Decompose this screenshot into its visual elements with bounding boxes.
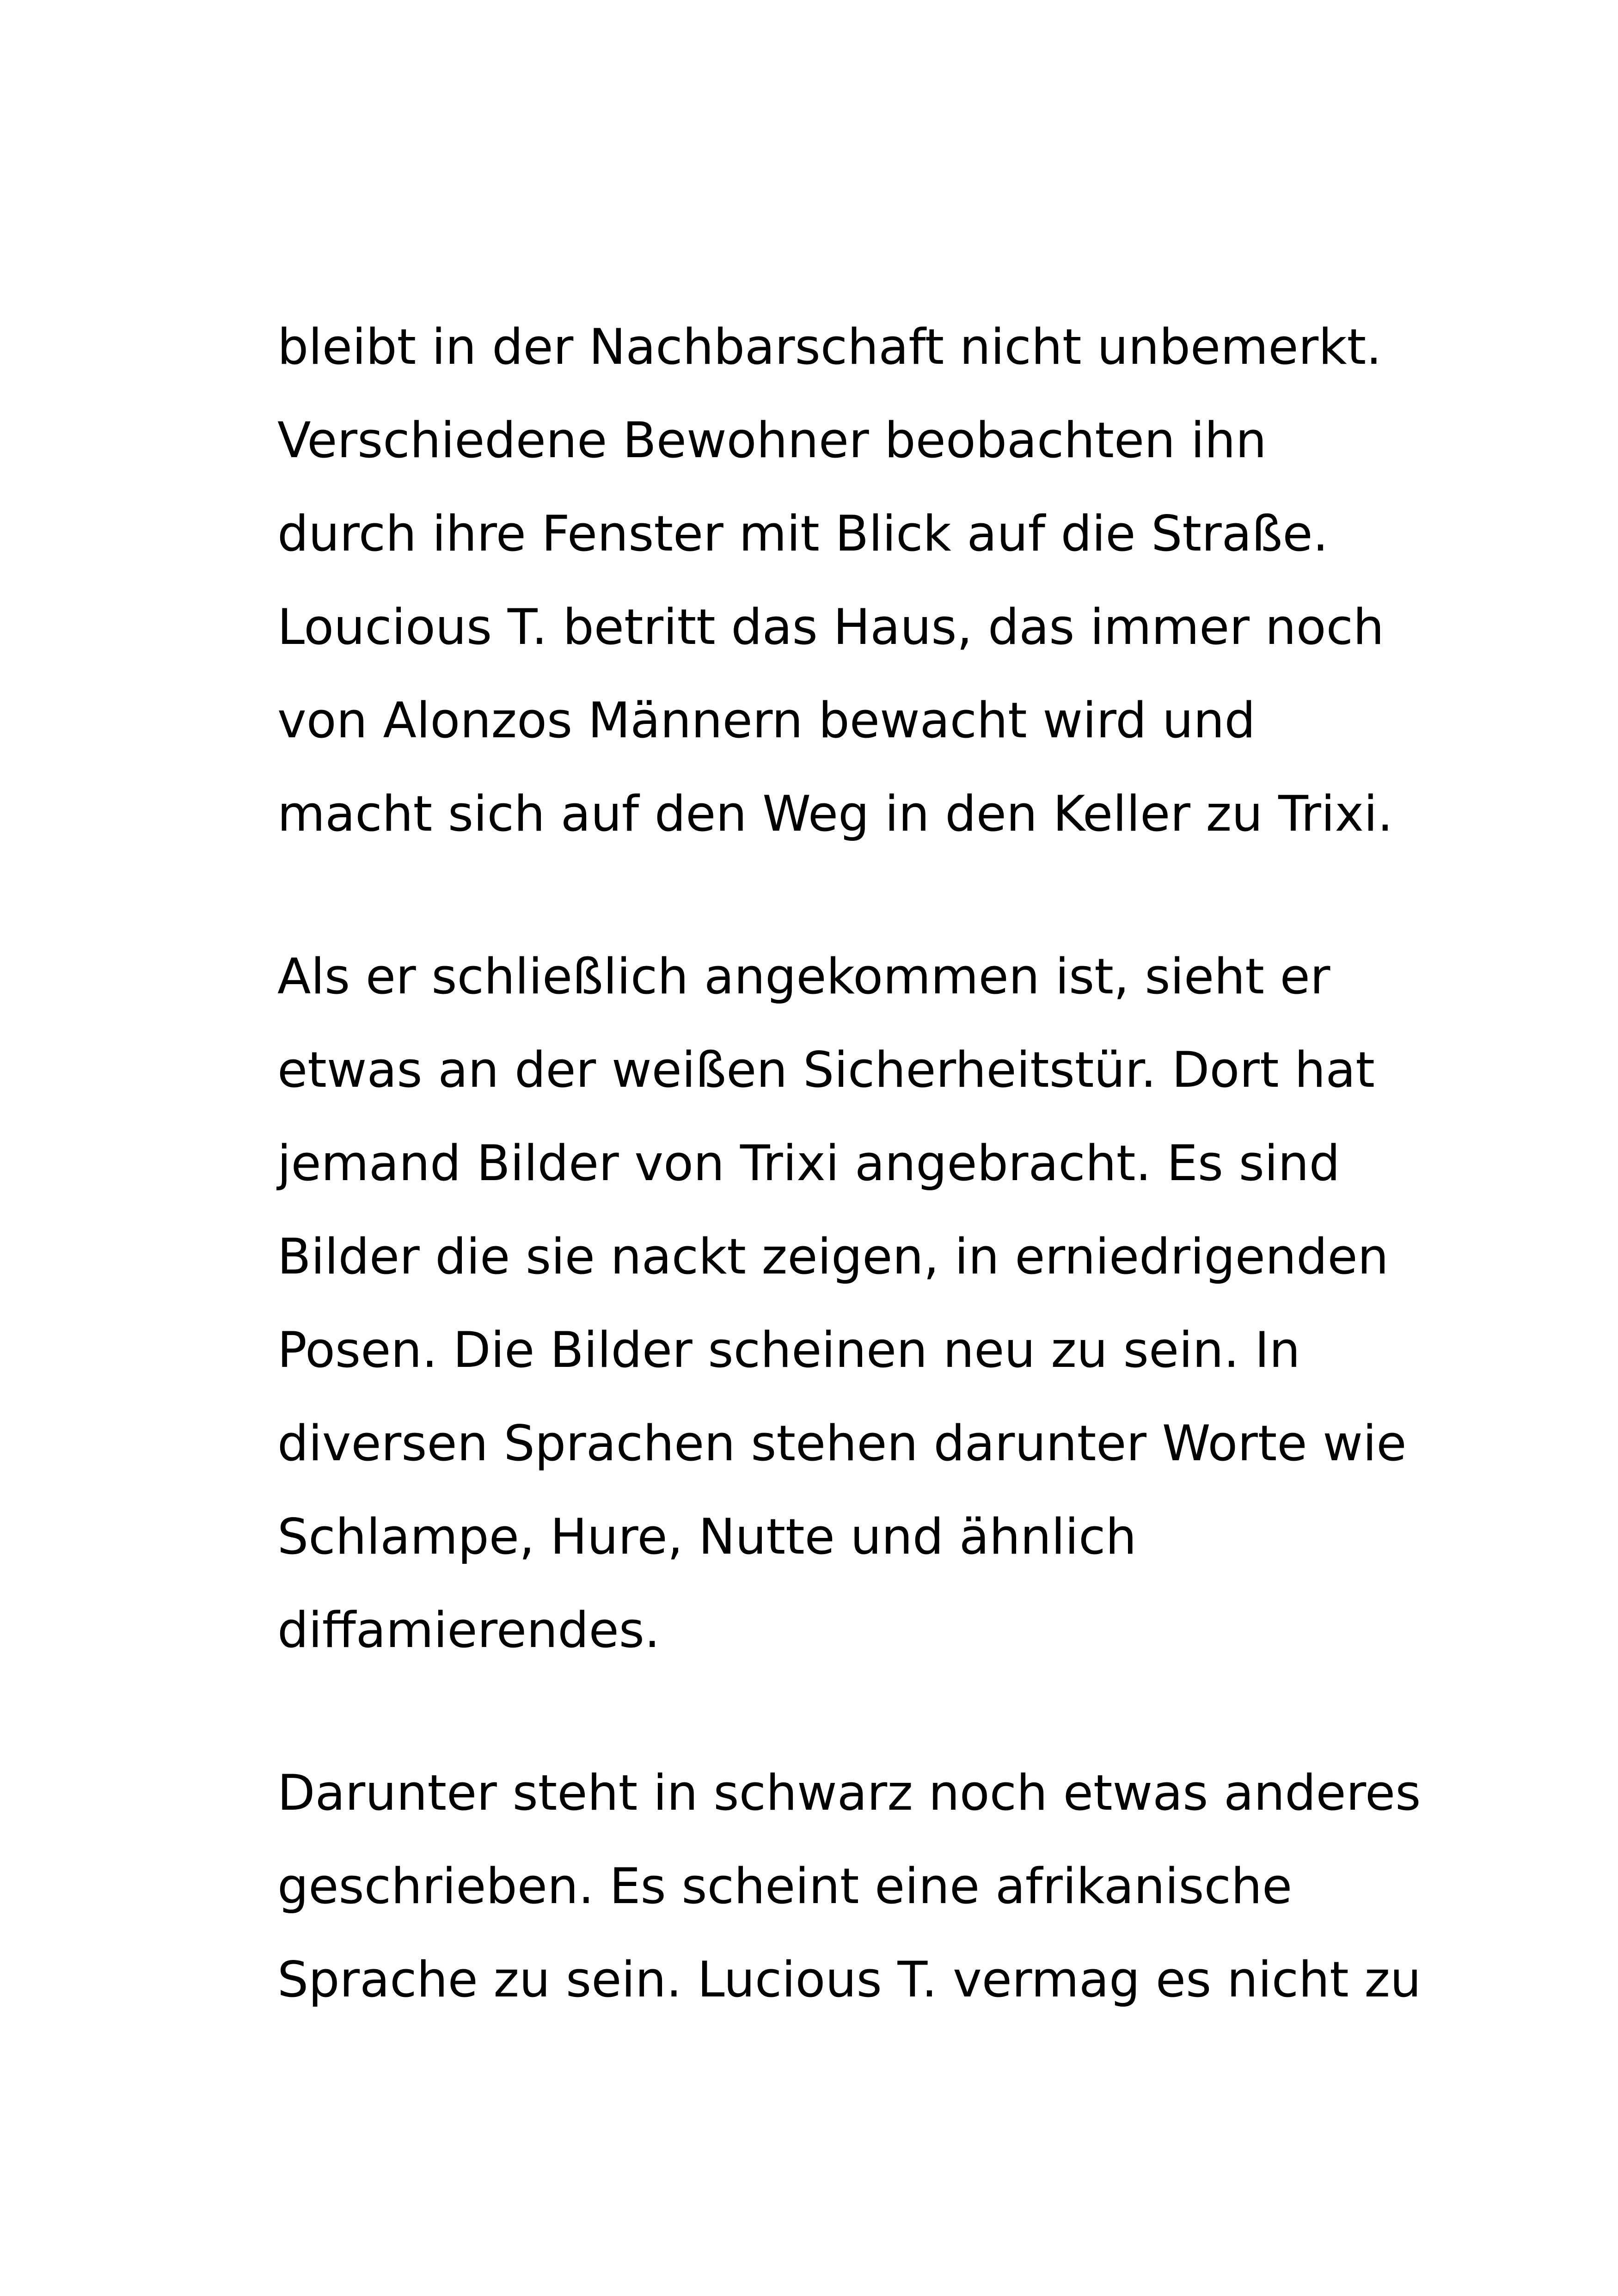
text-line: diversen Sprachen stehen darunter Worte wie [277,1415,1407,1472]
text-line: diffamierendes. [277,1602,660,1659]
text-line: Posen. Die Bilder scheinen neu zu sein. In [277,1322,1300,1378]
text-line: jemand Bilder von Trixi angebracht. Es sind [277,1135,1340,1192]
paragraph-2 [277,930,1407,1677]
text-line: durch ihre Fenster mit Blick auf die Straße. [277,505,1329,562]
text-line: etwas an der weißen Sicherheitstür. Dort hat [277,1041,1375,1098]
text-line: Verschiedene Bewohner beobachten ihn [277,412,1267,469]
text-line: Als er schließlich angekommen ist, sieht er [277,948,1330,1005]
text-line: Loucious T. betritt das Haus, das immer noch [277,599,1385,655]
text-line: von Alonzos Männern bewacht wird und [277,692,1256,749]
text-line: Bilder die sie nackt zeigen, in erniedrigenden [277,1228,1389,1285]
text-line: Sprache zu sein. Lucious T. vermag es nicht zu [277,1951,1422,2008]
paragraph-3 [277,1746,1422,2027]
text-line: macht sich auf den Weg in den Keller zu Trixi. [277,785,1393,842]
text-line: bleibt in der Nachbarschaft nicht unbemerkt. [277,318,1382,375]
body-text [277,300,1422,2027]
text-line: Schlampe, Hure, Nutte und ähnlich [277,1508,1137,1565]
paragraph-1 [277,300,1393,861]
text-line: Darunter steht in schwarz noch etwas anderes [277,1764,1421,1821]
text-line: geschrieben. Es scheint eine afrikanische [277,1858,1293,1915]
